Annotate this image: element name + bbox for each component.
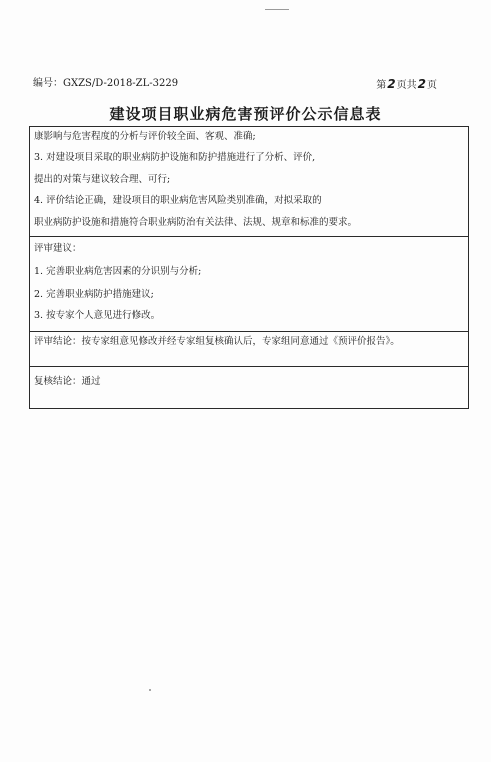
suggestions-cell [30, 237, 468, 332]
suggestions-heading: 评审建议： [34, 243, 82, 254]
evaluation-line: 4. 评价结论正确，建设项目的职业病危害风险类别准确，对拟采取的 [34, 195, 322, 206]
suggestion-item: 1. 完善职业病危害因素的分识别与分析; [34, 266, 202, 277]
evaluation-line: 职业病防护设施和措施符合职业病防治有关法律、法规、规章和标准的要求。 [34, 217, 358, 228]
info-table [29, 126, 469, 409]
suggestion-item: 2. 完善职业病防护措施建议; [34, 289, 154, 300]
evaluation-line: 提出的对策与建议较合理、可行; [34, 174, 171, 185]
review-conclusion: 评审结论：按专家组意见修改并经专家组复核确认后，专家组同意通过《预评价报告》。 [34, 336, 400, 347]
page-middle: 页共 [396, 80, 417, 91]
evaluation-line: 康影响与危害程度的分析与评价较全面、客观、准确; [34, 131, 256, 142]
page-prefix: 第 [376, 80, 387, 91]
document-number: 编号：GXZS/D-2018-ZL-3229 [33, 78, 179, 89]
recheck-conclusion-cell [30, 367, 468, 408]
scan-mark [265, 9, 289, 10]
evaluation-cell [30, 127, 468, 237]
page-current-handwritten: 2 [387, 77, 396, 91]
evaluation-line: 3. 对建设项目采取的职业病防护设施和防护措施进行了分析、评价, [34, 152, 316, 163]
document-header [33, 76, 437, 92]
page-suffix: 页 [427, 80, 437, 91]
page-counter [376, 76, 437, 94]
suggestion-item: 3. 按专家个人意见进行修改。 [34, 310, 161, 321]
recheck-conclusion: 复核结论：通过 [34, 376, 101, 387]
document-title: 建设项目职业病危害预评价公示信息表 [109, 105, 382, 123]
scan-speck [149, 689, 151, 691]
review-conclusion-cell [30, 332, 468, 367]
page-total-handwritten: 2 [417, 77, 426, 91]
